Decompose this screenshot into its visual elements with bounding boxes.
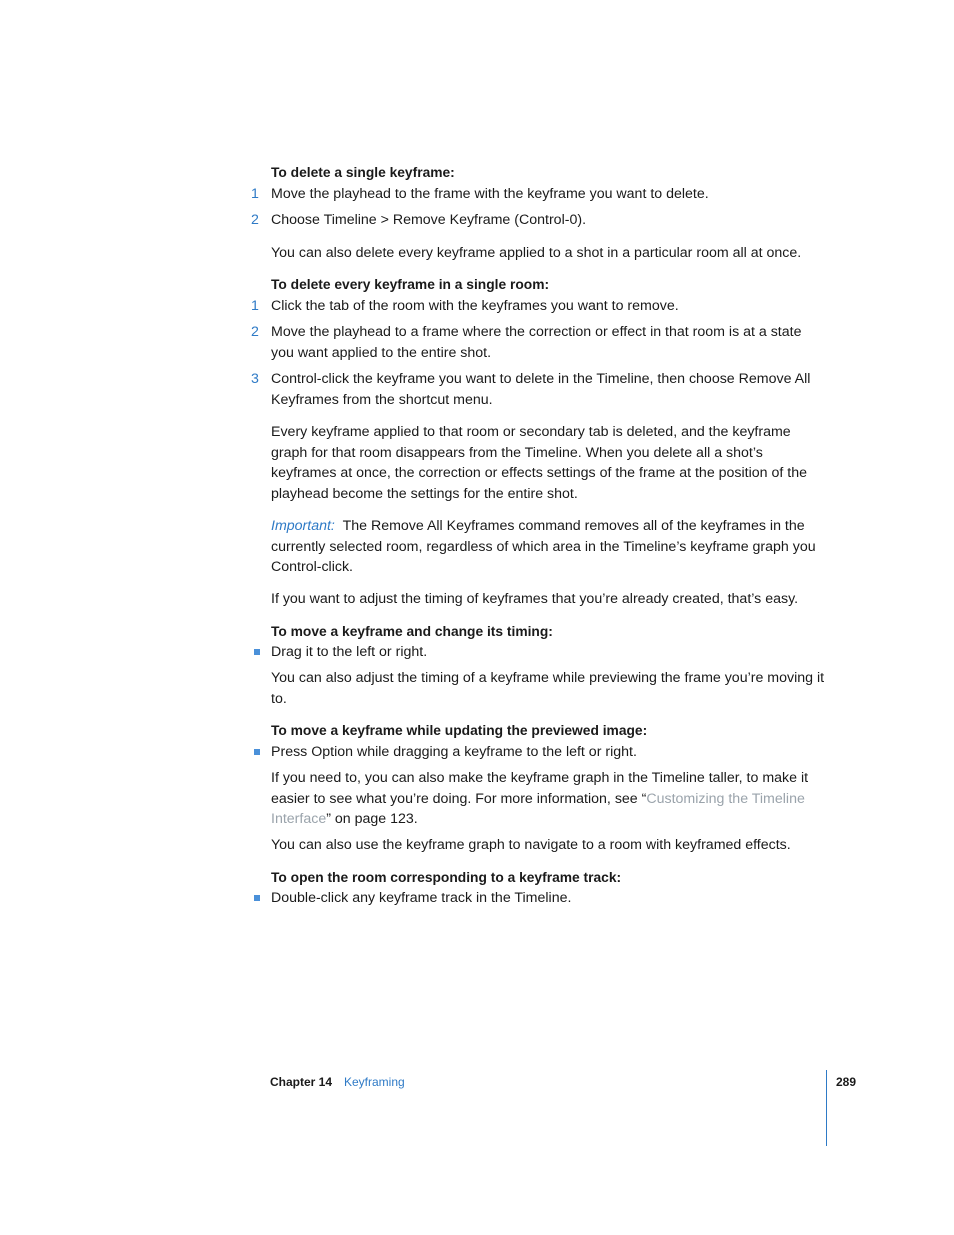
heading-move-keyframe: To move a keyframe and change its timing: <box>271 624 553 639</box>
important-text: The Remove All Keyframes command removes all of the keyframes in the currently selected room, regardless of which area in the Timeline’s keyframe graph you Control-click. <box>271 518 816 575</box>
heading-move-preview: To move a keyframe while updating the previewed image: <box>271 723 648 738</box>
bullet-icon <box>254 895 260 901</box>
bullet-icon <box>254 749 260 755</box>
step-text: Move the playhead to a frame where the correction or effect in that room is at a state you want applied to the entire shot. <box>271 324 802 361</box>
step-number: 3 <box>251 371 259 387</box>
important-note <box>271 516 827 578</box>
paragraph-text: ” on page 123. <box>326 811 418 827</box>
bullet-text: Drag it to the left or right. <box>271 644 428 660</box>
paragraph-adjust-timing: If you want to adjust the timing of keyframes that you’re already created, that’s easy. <box>271 591 799 607</box>
paragraph-text: If you need to, you can also make the keyframe graph in the Timeline taller, to make it easier to see what you’re doing. For more information, see “ <box>271 770 809 807</box>
bullet-text: Press Option while dragging a keyframe to the left or right. <box>271 744 637 760</box>
cross-reference-link[interactable]: Customizing the Timeline Interface <box>271 790 805 827</box>
paragraph-timeline-taller <box>271 768 827 830</box>
step-number: 2 <box>251 212 259 228</box>
important-label: Important: <box>271 518 335 534</box>
footer-chapter-title[interactable]: Keyframing <box>344 1075 405 1089</box>
paragraph-navigate-room: You can also use the keyframe graph to navigate to a room with keyframed effects. <box>271 837 791 853</box>
footer-divider <box>826 1070 827 1146</box>
step-text: Control-click the keyframe you want to delete in the Timeline, then choose Remove All Keyframes from the shortcut menu. <box>271 371 811 408</box>
footer-chapter: Chapter 14 <box>270 1075 333 1089</box>
heading-delete-room: To delete every keyframe in a single room: <box>271 277 550 292</box>
step-text: Move the playhead to the frame with the keyframe you want to delete. <box>271 186 709 202</box>
heading-open-room: To open the room corresponding to a keyframe track: <box>271 870 622 885</box>
paragraph-delete-all: You can also delete every keyframe applied to a shot in a particular room all at once. <box>271 245 802 261</box>
step-number: 1 <box>251 186 259 202</box>
paragraph-adjust-preview: You can also adjust the timing of a keyframe while previewing the frame you’re moving it to. <box>271 670 825 707</box>
step-number: 2 <box>251 324 259 340</box>
bullet-text: Double-click any keyframe track in the Timeline. <box>271 890 572 906</box>
page-number: 289 <box>836 1075 857 1089</box>
heading-delete-single: To delete a single keyframe: <box>271 165 455 180</box>
step-text: Choose Timeline > Remove Keyframe (Control-0). <box>271 212 587 228</box>
paragraph-every-keyframe: Every keyframe applied to that room or secondary tab is deleted, and the keyframe graph for that room disappears from the Timeline. When you delete all a shot’s keyframes at once, the correction or effects settings of the frame at the position of the playhead become the settings for the entire shot. <box>271 424 807 502</box>
step-text: Click the tab of the room with the keyframes you want to remove. <box>271 298 679 314</box>
bullet-icon <box>254 649 260 655</box>
step-number: 1 <box>251 298 259 314</box>
